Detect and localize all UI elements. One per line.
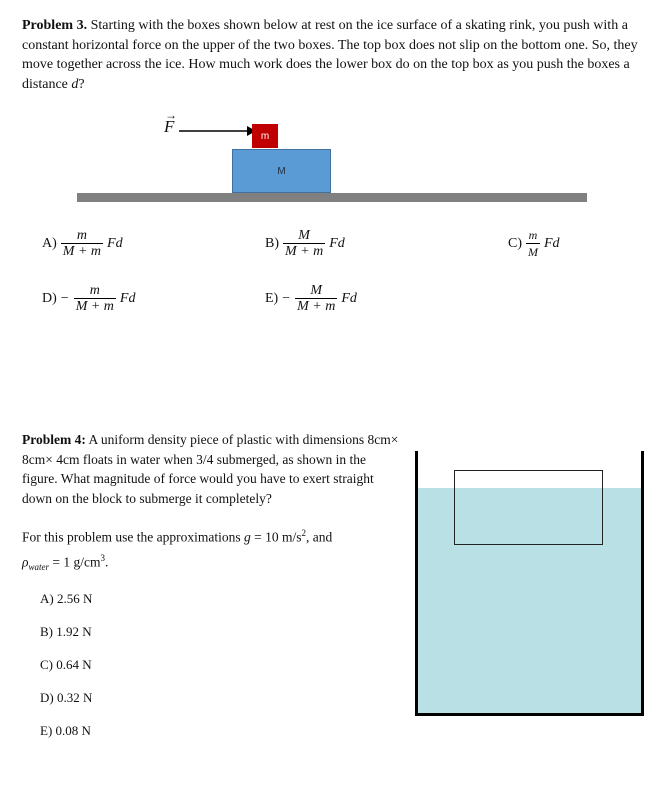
option-d-sign: − <box>60 291 69 306</box>
g-value: = 10 m/s <box>254 529 302 545</box>
option-b-letter: B) <box>265 236 279 251</box>
plastic-block <box>454 470 603 545</box>
option-a[interactable] <box>42 228 123 260</box>
g-var: g <box>243 529 251 545</box>
option-d[interactable] <box>42 283 135 315</box>
option-d-letter: D) <box>42 291 57 306</box>
option-c-fraction: $\frac{m}{M}$ <box>528 228 538 259</box>
problem4-approximations <box>22 523 402 577</box>
rho-sub: water <box>28 561 49 572</box>
option-c[interactable] <box>508 228 560 260</box>
problem3-distance-var: d <box>71 76 79 92</box>
problem3-text: Starting with the boxes shown below at rest on the ice surface of a skating rink, you push with a constant horizontal force on the upper of the two boxes. The top box does not slip on the bottom one. So, they move together across the ice. How much work does the lower box do on the top box as you push the boxes a distance <box>22 18 638 92</box>
option-a-letter: A) <box>42 236 57 251</box>
option-e-letter: E) <box>265 291 279 306</box>
option-e[interactable] <box>265 283 357 315</box>
vector-arrow-icon: → <box>165 108 177 122</box>
choice-c[interactable]: C) 0.64 N <box>40 657 92 672</box>
top-box-label: m <box>260 130 270 142</box>
option-d-fraction: $\frac{m}{M + m}$ <box>75 283 114 314</box>
g-exp: 2 <box>301 528 306 538</box>
container-bottom <box>415 713 644 716</box>
top-box <box>252 124 278 148</box>
container-right-wall <box>641 451 644 716</box>
problem3-question-mark: ? <box>78 76 85 92</box>
container-left-wall <box>415 451 418 716</box>
option-b-fraction: $\frac{M}{M + m}$ <box>285 228 324 259</box>
rho-value: = 1 g/cm <box>52 554 101 569</box>
option-b[interactable] <box>265 228 345 260</box>
problem4-statement <box>22 430 402 508</box>
problem4-text: A uniform density piece of plastic with dimensions 8cm× 8cm× 4cm floats in water when 3/4 submerged, as shown in the figure. What magnitude of force would you have to exert straight down on the block to submerge it completely? <box>22 432 399 506</box>
option-a-tail: Fd <box>107 236 123 251</box>
approx-and: , and <box>305 529 333 545</box>
option-e-sign: − <box>282 291 291 306</box>
rho-symbol: ρ <box>22 554 29 569</box>
ice-surface <box>77 193 587 202</box>
choice-e[interactable]: E) 0.08 N <box>40 723 91 738</box>
option-e-tail: Fd <box>341 291 357 306</box>
option-c-letter: C) <box>508 236 522 251</box>
problem3-label: Problem 3. <box>22 18 88 33</box>
approx-prefix: For this problem use the approximations <box>22 529 241 545</box>
bottom-box-label: M <box>277 165 286 177</box>
option-a-fraction: $\frac{m}{M + m}$ <box>62 228 102 259</box>
option-d-tail: Fd <box>119 291 136 306</box>
choice-d[interactable]: D) 0.32 N <box>40 690 93 705</box>
option-e-fraction: $\frac{M}{M + m}$ <box>297 283 336 314</box>
rho-end: . <box>104 554 109 569</box>
problem3-statement <box>22 16 647 94</box>
bottom-box <box>232 149 331 193</box>
option-c-tail: Fd <box>544 236 560 251</box>
option-b-tail: Fd <box>329 236 345 251</box>
choice-b[interactable]: B) 1.92 N <box>40 624 92 639</box>
rho-exp: 3 <box>100 552 105 563</box>
choice-a[interactable]: A) 2.56 N <box>40 591 93 606</box>
problem4-label: Problem 4: <box>22 432 86 447</box>
force-label: F → <box>164 108 177 136</box>
force-arrow-icon <box>177 124 257 138</box>
